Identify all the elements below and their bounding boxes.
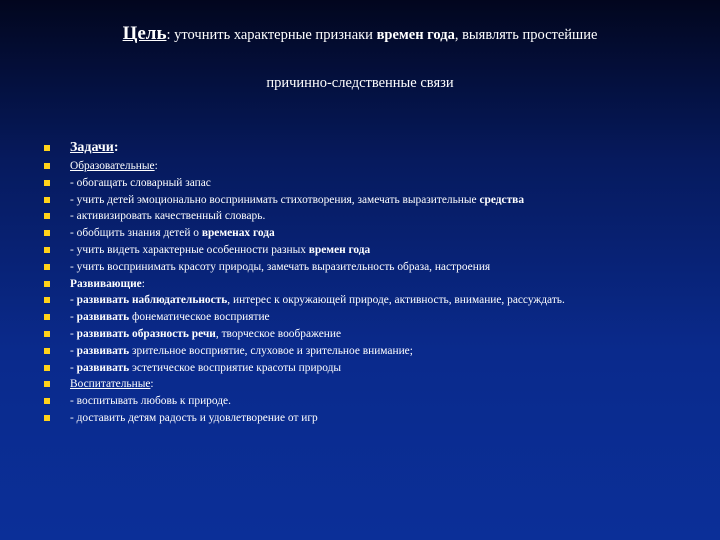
bullet-icon <box>44 180 50 186</box>
dev-label: Развивающие <box>70 277 142 290</box>
bullet-icon <box>44 213 50 219</box>
bullet-icon <box>44 314 50 320</box>
item-bold: развивать наблюдательность <box>76 294 228 307</box>
goal-text-1: уточнить характерные признаки <box>174 27 377 43</box>
item-text: , интерес к окружающей природе, активность, внимание, рассуждать. <box>227 294 565 307</box>
item-dash: - <box>70 344 77 357</box>
item-bold: времен года <box>308 243 371 256</box>
bullet-icon <box>44 365 50 371</box>
item-text: - обогащать словарный запас <box>70 176 211 189</box>
item-bold: развивать <box>76 361 130 374</box>
list-item <box>44 259 704 276</box>
slide-title <box>0 20 720 97</box>
list-item-edu-label <box>44 158 704 175</box>
item-text: - воспитывать любовь к природе. <box>70 395 231 408</box>
item-text: зрительное восприятие, слуховое и зрительное внимание; <box>129 344 413 357</box>
bullet-icon <box>44 163 50 169</box>
bullet-icon <box>44 230 50 236</box>
item-text: - обобщить знания детей о <box>70 227 202 240</box>
item-text: - учить воспринимать красоту природы, замечать выразительность образа, настроения <box>70 260 491 273</box>
item-text: фонематическое восприятие <box>129 311 270 324</box>
list-item <box>44 175 704 192</box>
goal-colon: : <box>166 27 175 43</box>
list-item <box>44 242 704 259</box>
bullet-icon <box>44 348 50 354</box>
item-text: - доставить детям радость и удовлетворение от игр <box>70 411 318 424</box>
item-text: - учить видеть характерные особенности разных <box>70 243 309 256</box>
bullet-icon <box>44 145 50 151</box>
list-item <box>44 292 704 309</box>
bullet-icon <box>44 247 50 253</box>
list-item <box>44 393 704 410</box>
goal-line-2: причинно-следственные связи <box>266 75 454 91</box>
colon: : <box>150 378 154 391</box>
list-item <box>44 410 704 427</box>
bullet-icon <box>44 281 50 287</box>
vos-label: Воспитательные <box>70 378 151 391</box>
item-dash: - <box>70 294 77 307</box>
item-dash: - <box>70 311 77 324</box>
bullet-icon <box>44 398 50 404</box>
tasks-heading: Задачи <box>70 140 114 155</box>
list-item <box>44 192 704 209</box>
list-item <box>44 343 704 360</box>
tasks-list <box>44 138 704 427</box>
colon: : <box>141 277 145 290</box>
edu-label: Образовательные <box>70 160 155 172</box>
tasks-heading-colon: : <box>113 140 119 155</box>
item-bold: развивать <box>76 311 130 324</box>
bullet-icon <box>44 415 50 421</box>
list-item-heading <box>44 138 704 158</box>
item-bold: средства <box>479 193 525 206</box>
item-bold: временах года <box>201 227 275 240</box>
goal-bold-seasons: времен года <box>376 27 455 43</box>
list-item <box>44 309 704 326</box>
item-dash: - <box>70 361 77 374</box>
list-item <box>44 225 704 242</box>
bullet-icon <box>44 331 50 337</box>
colon: : <box>154 160 158 172</box>
goal-text-1-tail: , выявлять простейшие <box>454 27 598 43</box>
bullet-icon <box>44 381 50 387</box>
item-text: - учить детей эмоционально воспринимать стихотворения, замечать выразительные <box>70 193 480 206</box>
list-item <box>44 208 704 225</box>
item-text: эстетическое восприятие красоты природы <box>129 361 342 374</box>
list-item-dev-label <box>44 276 704 293</box>
item-bold: развивать образность речи <box>76 327 216 340</box>
goal-line-1 <box>122 23 598 44</box>
item-text: , творческое воображение <box>215 327 342 340</box>
list-item-vos-label <box>44 376 704 393</box>
list-item <box>44 326 704 343</box>
bullet-icon <box>44 197 50 203</box>
goal-label: Цель <box>122 23 167 44</box>
item-text: - активизировать качественный словарь. <box>70 210 266 223</box>
item-dash: - <box>70 327 77 340</box>
list-item <box>44 360 704 377</box>
bullet-icon <box>44 297 50 303</box>
bullet-icon <box>44 264 50 270</box>
item-bold: развивать <box>76 344 130 357</box>
